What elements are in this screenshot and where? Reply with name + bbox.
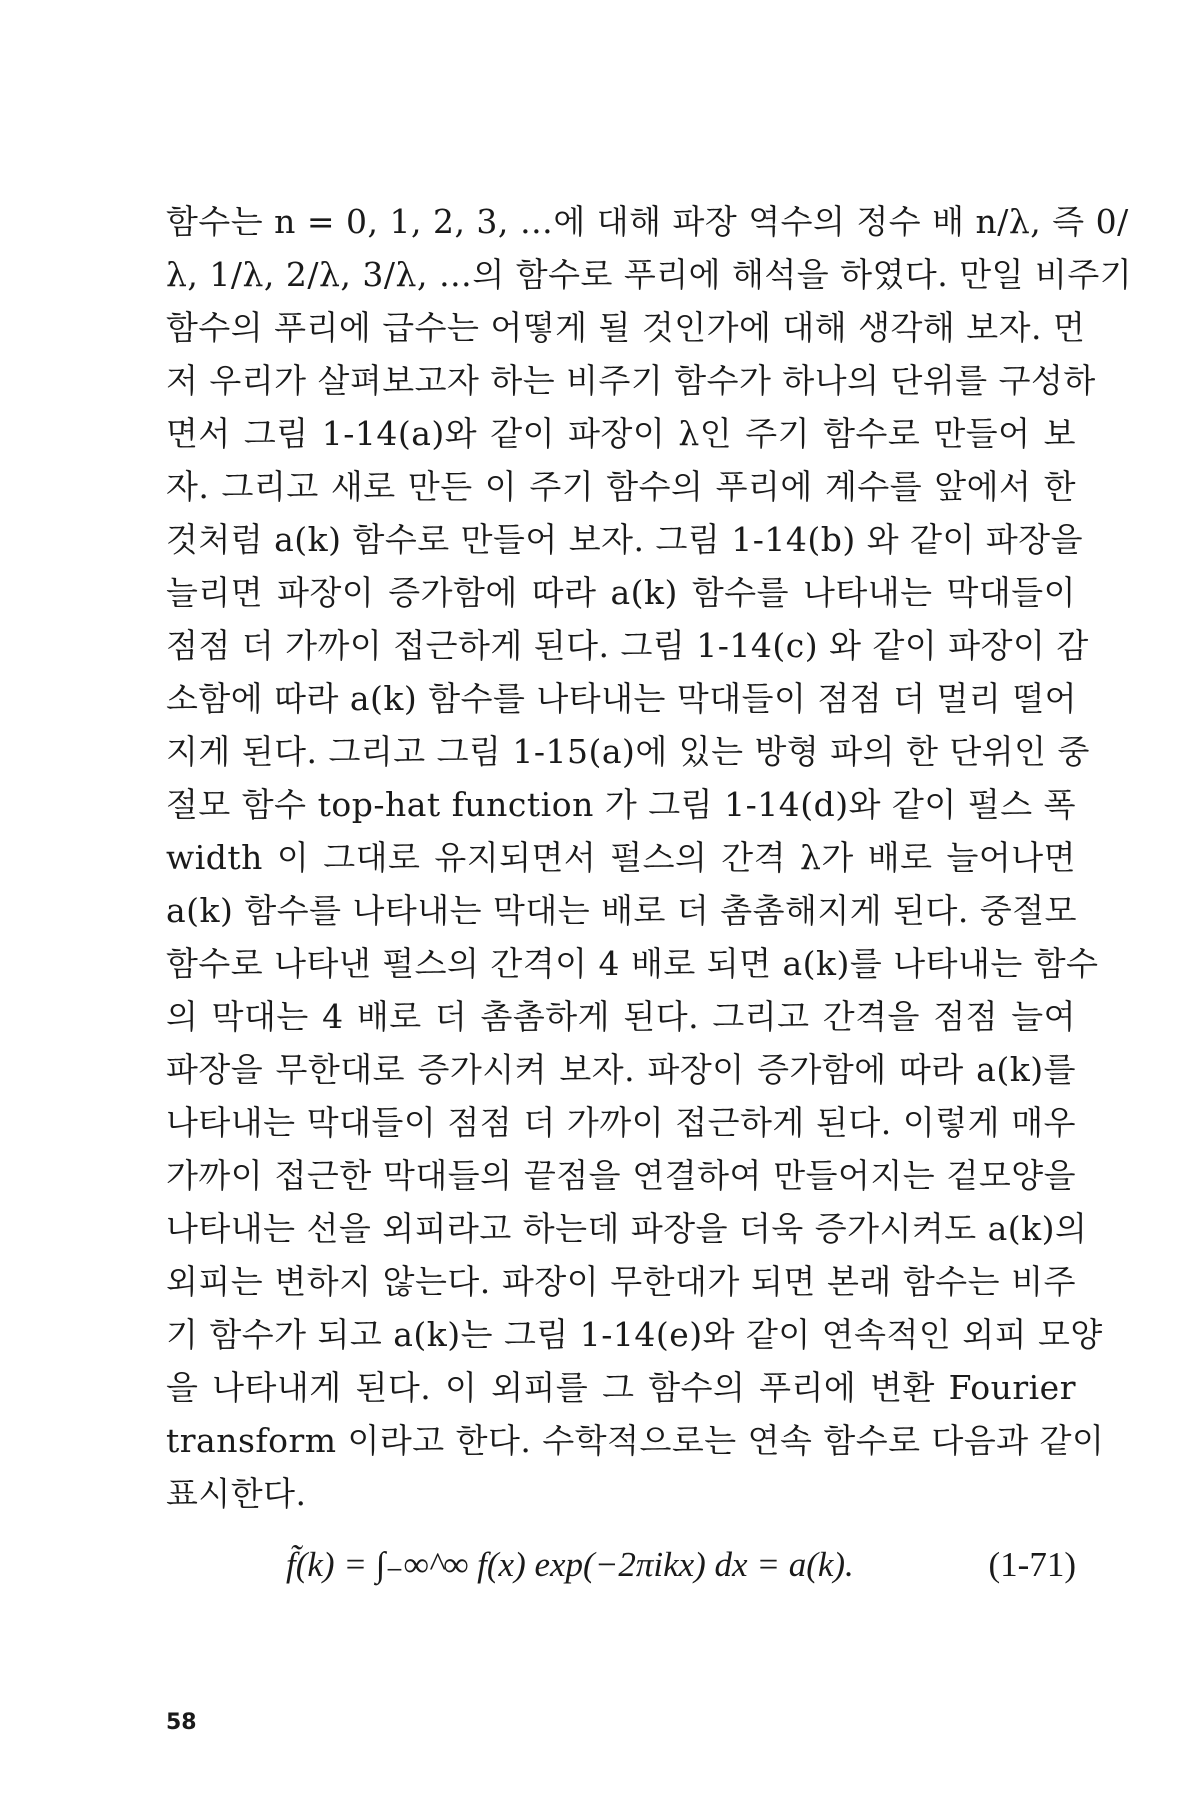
paragraph-line: 점점 더 가까이 접근하게 된다. 그림 1-14(c) 와 같이 파장이 감 <box>166 626 1089 665</box>
paragraph-line: 함수로 나타낸 펄스의 간격이 4 배로 되면 a(k)를 나타내는 함수 <box>166 944 1099 983</box>
paragraph-line: 을 나타내게 된다. 이 외피를 그 함수의 푸리에 변환 Fourier <box>166 1368 1076 1407</box>
paragraph-line: 것처럼 a(k) 함수로 만들어 보자. 그림 1-14(b) 와 같이 파장을 <box>166 520 1084 559</box>
paragraph-line: 나타내는 막대들이 점점 더 가까이 접근하게 된다. 이렇게 매우 <box>166 1103 1076 1142</box>
paragraph-line: 표시한다. <box>166 1474 307 1513</box>
paragraph-line: 저 우리가 살펴보고자 하는 비주기 함수가 하나의 단위를 구성하 <box>166 361 1096 400</box>
paragraph-line: 늘리면 파장이 증가함에 따라 a(k) 함수를 나타내는 막대들이 <box>166 573 1076 612</box>
paragraph-line: 함수의 푸리에 급수는 어떻게 될 것인가에 대해 생각해 보자. 먼 <box>166 308 1086 347</box>
equation-number: (1-71) <box>988 1545 1076 1584</box>
equation-body: f̃(k) = ∫₋∞^∞ f(x) exp(−2πikx) dx = a(k). <box>286 1545 854 1584</box>
paragraph-line: 절모 함수 top-hat function 가 그림 1-14(d)와 같이 펄스 폭 <box>166 785 1076 824</box>
paragraph-line: 가까이 접근한 막대들의 끝점을 연결하여 만들어지는 겉모양을 <box>166 1156 1076 1195</box>
paragraph-line: 파장을 무한대로 증가시켜 보자. 파장이 증가함에 따라 a(k)를 <box>166 1050 1076 1089</box>
paragraph-line: 자. 그리고 새로 만든 이 주기 함수의 푸리에 계수를 앞에서 한 <box>166 467 1076 506</box>
paragraph-line: 기 함수가 되고 a(k)는 그림 1-14(e)와 같이 연속적인 외피 모양 <box>166 1315 1103 1354</box>
paragraph-line: 지게 된다. 그리고 그림 1-15(a)에 있는 방형 파의 한 단위인 중 <box>166 732 1090 771</box>
paragraph-line: a(k) 함수를 나타내는 막대는 배로 더 촘촘해지게 된다. 중절모 <box>166 891 1078 930</box>
paragraph-line: 함수는 n = 0, 1, 2, 3, …에 대해 파장 역수의 정수 배 n/λ, 즉 0/ <box>166 202 1129 241</box>
paragraph-line: width 이 그대로 유지되면서 펄스의 간격 λ가 배로 늘어나면 <box>166 838 1076 877</box>
paragraph-line: 소함에 따라 a(k) 함수를 나타내는 막대들이 점점 더 멀리 떨어 <box>166 679 1078 718</box>
paragraph-line: 외피는 변하지 않는다. 파장이 무한대가 되면 본래 함수는 비주 <box>166 1262 1076 1301</box>
paragraph-line: 나타내는 선을 외피라고 하는데 파장을 더욱 증가시켜도 a(k)의 <box>166 1209 1088 1248</box>
paragraph-line: λ, 1/λ, 2/λ, 3/λ, …의 함수로 푸리에 해석을 하였다. 만일 비주기 <box>166 255 1133 294</box>
fourier-transform-equation <box>166 1545 1076 1605</box>
body-paragraph <box>166 200 1133 1525</box>
paragraph-line: transform 이라고 한다. 수학적으로는 연속 함수로 다음과 같이 <box>166 1421 1105 1460</box>
page-number: 58 <box>166 1710 197 1735</box>
paragraph-line: 의 막대는 4 배로 더 촘촘하게 된다. 그리고 간격을 점점 늘여 <box>166 997 1076 1036</box>
paragraph-line: 면서 그림 1-14(a)와 같이 파장이 λ인 주기 함수로 만들어 보 <box>166 414 1076 453</box>
